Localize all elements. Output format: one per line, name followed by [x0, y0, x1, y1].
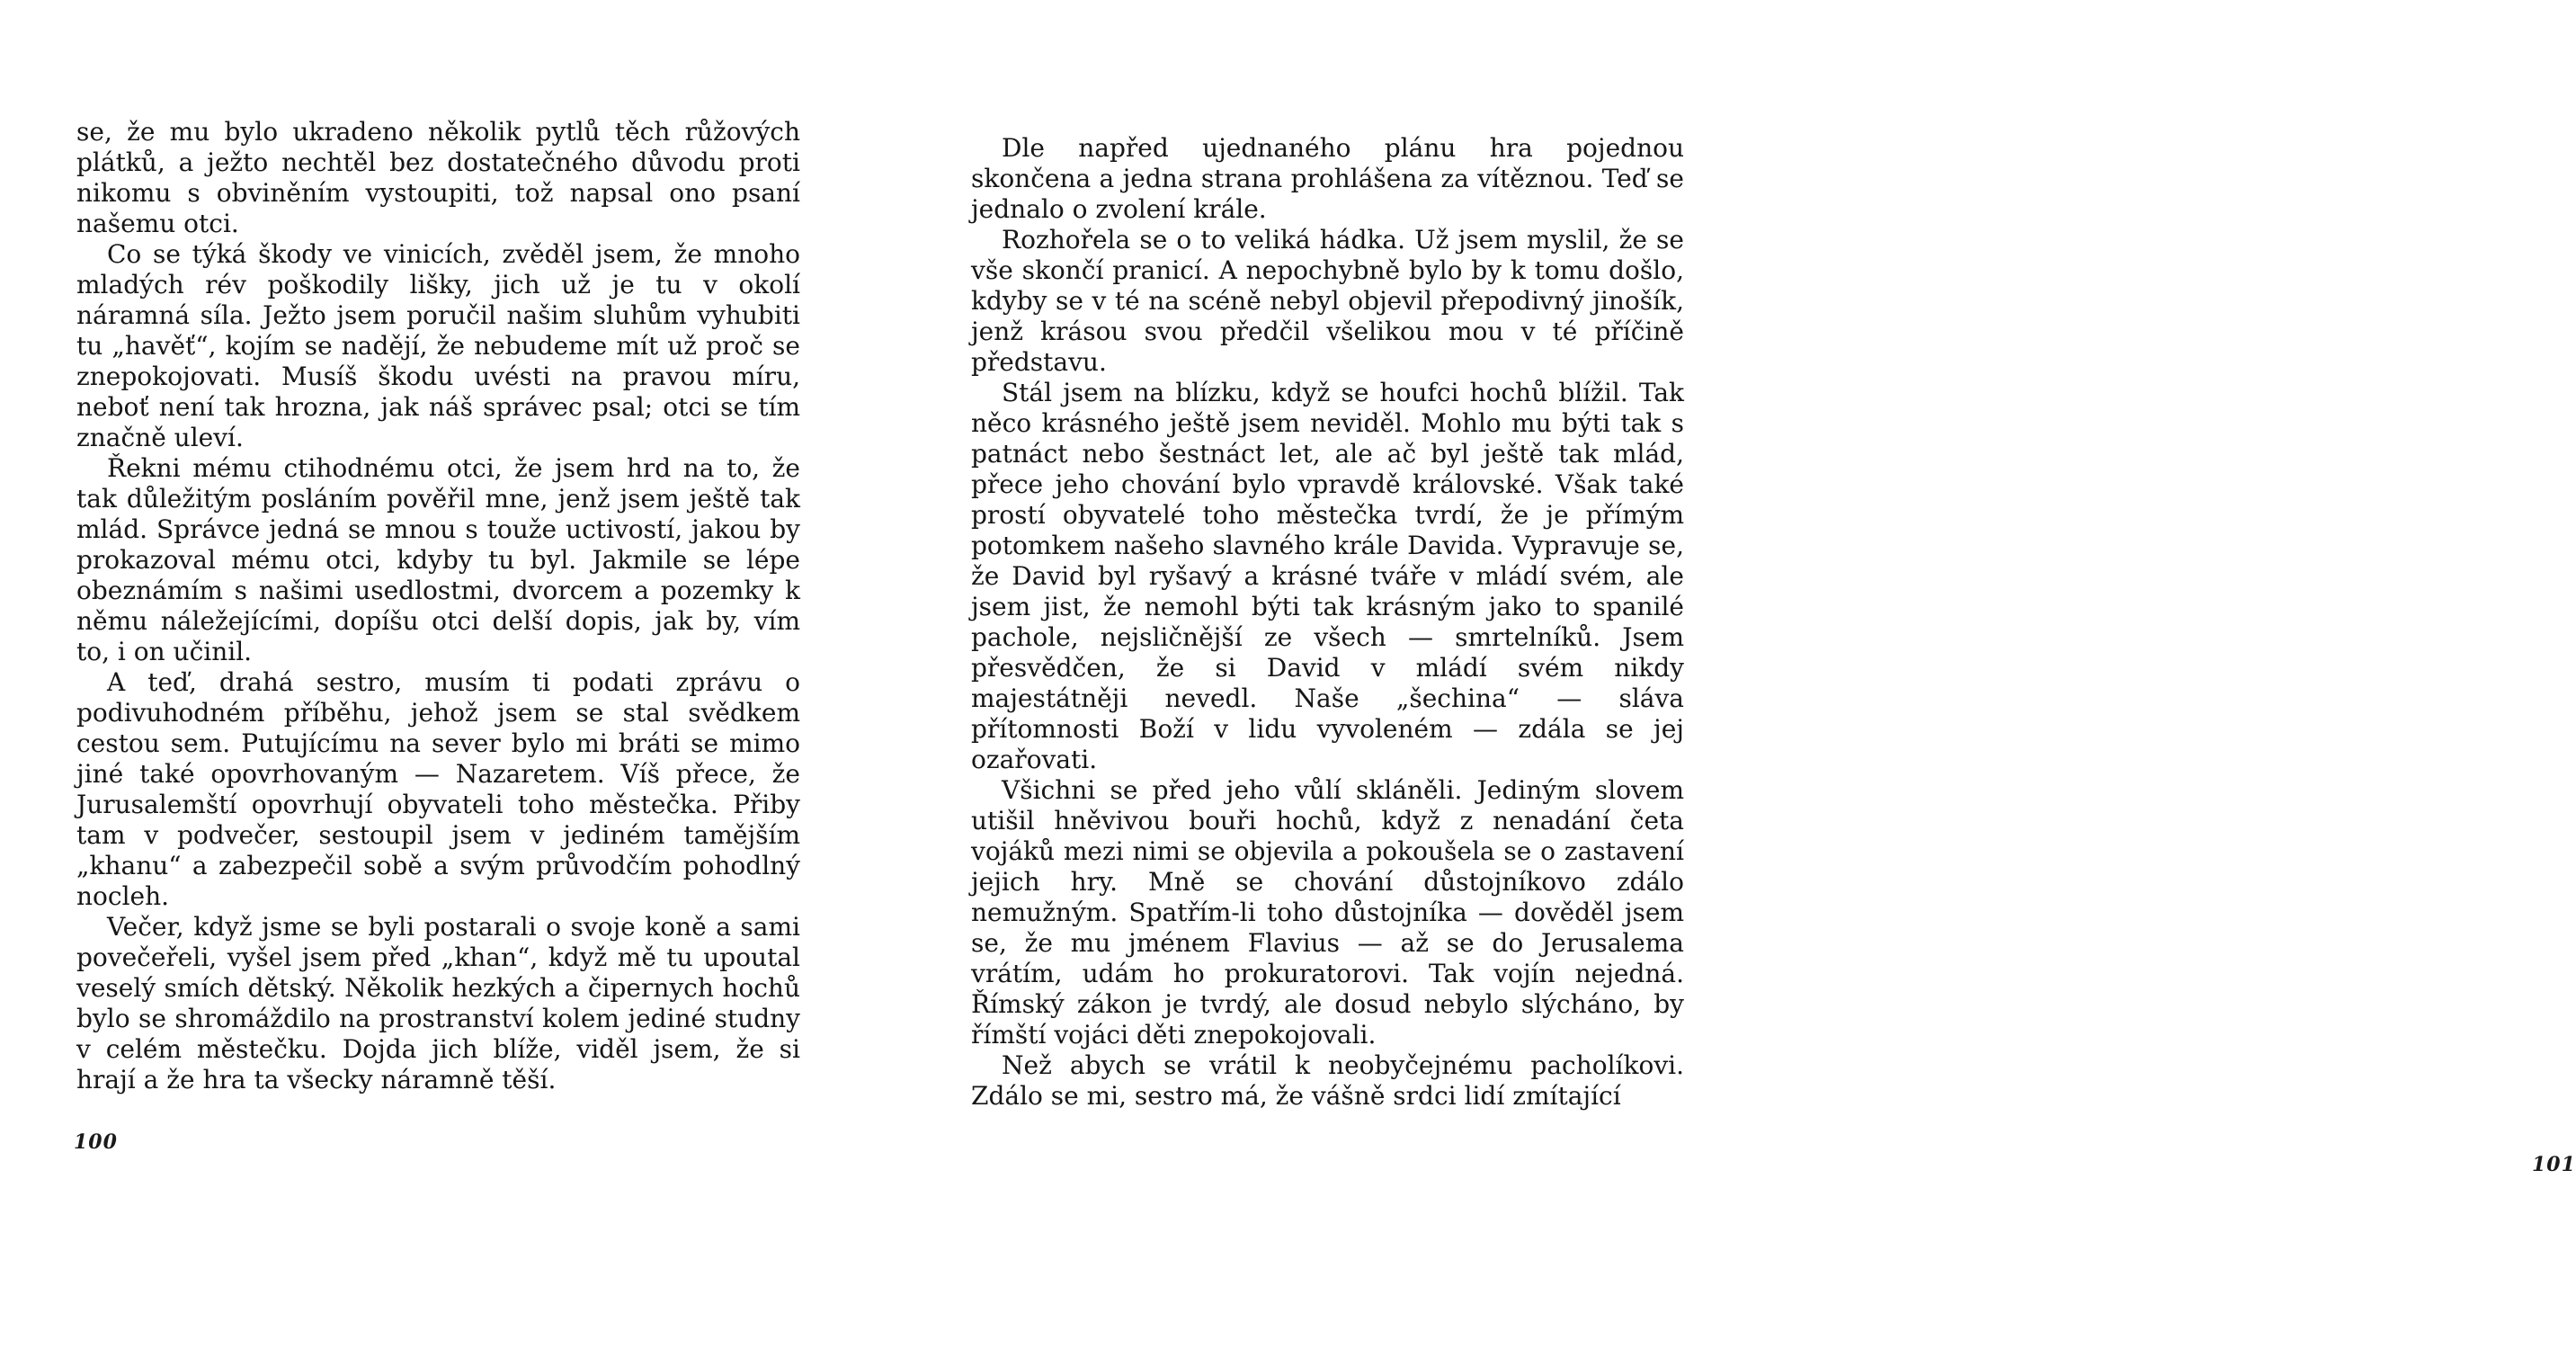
right-page-text — [971, 133, 1684, 1112]
page-number-right: 101 — [2532, 1153, 2576, 1176]
paragraph: Řekni mému ctihodnému otci, že jsem hrd na to, že tak důležitým posláním pověřil mne, jenž jsem ještě tak mlád. Správce jedná se mnou s touže uctivostí, jakou by prokazoval mému otci, kdyby tu byl. Jakmile se lépe obeznámím s našimi usedlostmi, dvorcem a pozemky k němu náležejícími, dopíšu otci delší dopis, jak by, vím to, i on učinil. — [76, 453, 800, 666]
paragraph: A teď, drahá sestro, musím ti podati zprávu o podivuhodném příběhu, jehož jsem se stal svědkem cestou sem. Putujícímu na sever bylo mi bráti se mimo jiné také opovrhovaným — Nazaretem. Víš přece, že Jurusalemští opovrhují obyvateli toho městečka. Přiby tam v podvečer, sestoupil jsem v jediném tamějším „khanu“ a zabezpečil sobě a svým průvodčím pohodlný nocleh. — [76, 667, 800, 911]
left-page — [0, 0, 881, 1349]
paragraph: Rozhořela se o to veliká hádka. Už jsem myslil, že se vše skončí pranicí. A nepochybně bylo by k tomu došlo, kdyby se v té na scéně nebyl objevil přepodivný jinošík, jenž krásou svou předčil všelikou mou v té příčině představu. — [971, 225, 1684, 377]
paragraph: Večer, když jsme se byli postarali o svoje koně a sami povečeřeli, vyšel jsem před „khan“, když mě tu upoutal veselý smích dětský. Několik hezkých a čipernych hochů bylo se shromáždilo na prostranství kolem jediné studny v celém městečku. Dojda jich blíže, viděl jsem, že si hrají a že hra ta všecky náramně těší. — [76, 912, 800, 1094]
paragraph: Dle napřed ujednaného plánu hra pojednou skončena a jedna strana prohlášena za vítěznou. Teď se jednalo o zvolení krále. — [971, 133, 1684, 224]
paragraph: Všichni se před jeho vůlí skláněli. Jediným slovem utišil hněvivou bouři hochů, když z nenadání četa vojáků mezi nimi se objevila a pokoušela se o zastavení jejich hry. Mně se chování důstojníkovo zdálo nemužným. Spatřím-li toho důstojníka — dověděl jsem se, že mu jménem Flavius — až se do Jerusalema vrátím, udám ho prokuratorovi. Tak vojín nejedná. Římský zákon je tvrdý, ale dosud nebylo slýcháno, by římští vojáci děti znepokojovali. — [971, 775, 1684, 1050]
paragraph: se, že mu bylo ukradeno několik pytlů těch růžových plátků, a ježto nechtěl bez dostatečného důvodu proti nikomu s obviněním vystoupiti, tož napsal ono psaní našemu otci. — [76, 117, 800, 238]
paragraph: Stál jsem na blízku, když se houfci hochů blížil. Tak něco krásného ještě jsem neviděl. Mohlo mu býti tak s patnáct nebo šestnáct let, ale ač byl ještě tak mlád, přece jeho chování bylo vpravdě královské. Však také prostí obyvatelé toho městečka tvrdí, že je přímým potomkem našeho slavného krále Davida. Vypravuje se, že David byl ryšavý a krásné tváře v mládí svém, ale jsem jist, že nemohl býti tak krásným jako to spanilé pachole, nejsličnější ze všech — smrtelníků. Jsem přesvědčen, že si David v mládí svém nikdy majestátněji nevedl. Naše „šechina“ — sláva přítomnosti Boží v lidu vyvoleném — zdála se jej ozařovati. — [971, 378, 1684, 774]
right-page — [881, 0, 2576, 1349]
paragraph: Než abych se vrátil k neobyčejnému pacholíkovi. Zdálo se mi, sestro má, že vášně srdci lidí zmítající — [971, 1050, 1684, 1111]
page-number-left: 100 — [74, 1130, 118, 1154]
paragraph: Co se týká škody ve vinicích, zvěděl jsem, že mnoho mladých rév poškodily lišky, jich už je tu v okolí náramná síla. Ježto jsem poručil našim sluhům vyhubiti tu „havěť“, kojím se nadějí, že nebudeme mít už proč se znepokojovati. Musíš škodu uvésti na pravou míru, neboť není tak hrozna, jak náš správec psal; otci se tím značně uleví. — [76, 239, 800, 452]
left-page-text — [76, 117, 800, 1095]
